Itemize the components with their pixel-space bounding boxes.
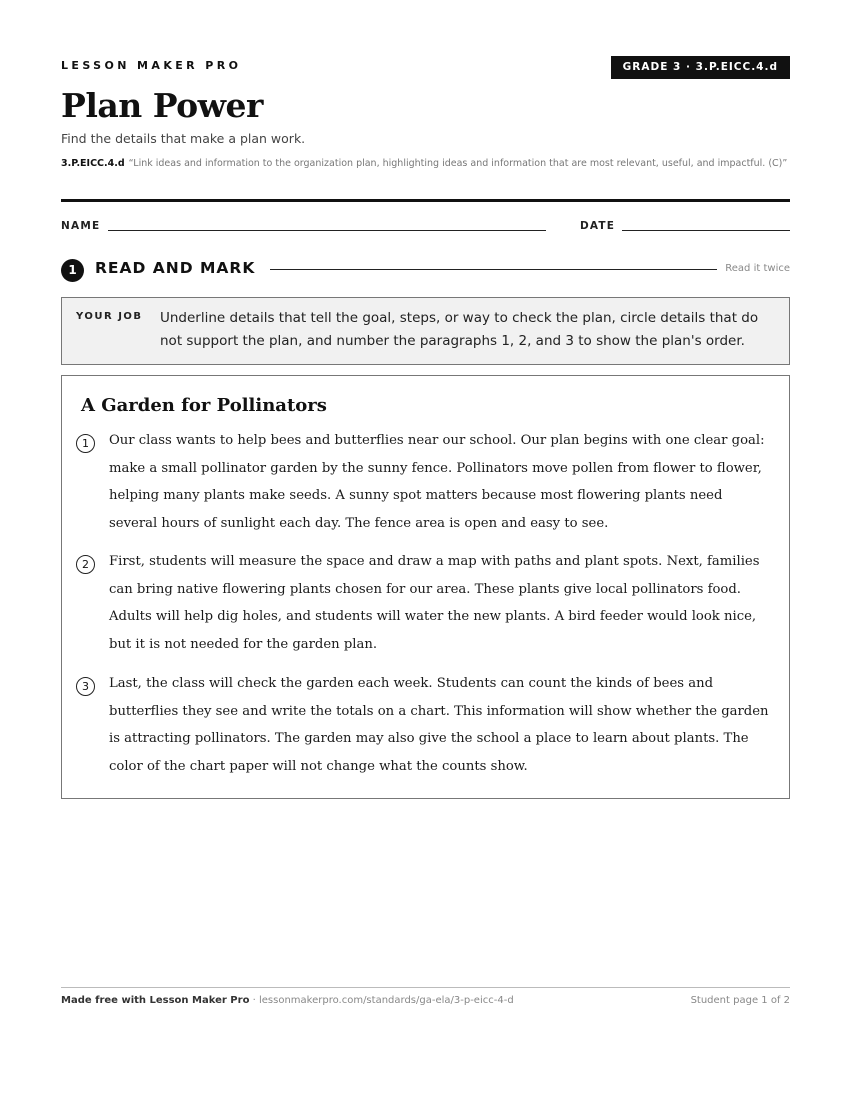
your-job-box	[61, 297, 790, 365]
student-fields	[61, 220, 790, 236]
section-rule	[270, 269, 717, 270]
standard-text: “Link ideas and information to the organization plan, highlighting ideas and information that are most relevant, useful, and impactful. (C)”	[128, 158, 788, 169]
top-bar	[61, 56, 790, 80]
grade-badge: GRADE 3 · 3.P.EICC.4.d	[611, 56, 790, 79]
passage-box	[61, 375, 790, 799]
paragraph-text[interactable]: Our class wants to help bees and butterflies near our school. Our plan begins with one clear goal: make a small pollinator garden by the sunny fence. Pollinators move pollen from flower to flower, helping many plants make seeds. A sunny spot matters because most flowering plants need several hours of sunlight each day. The fence area is open and easy to see.	[109, 433, 765, 531]
your-job-label: YOUR JOB	[76, 311, 143, 322]
paragraph-number-circle: 1	[76, 434, 95, 453]
footer-made-with: Made free with Lesson Maker Pro	[61, 995, 250, 1006]
paragraph-number-circle: 2	[76, 555, 95, 574]
brand-name: LESSON MAKER PRO	[61, 59, 242, 72]
date-label: DATE	[580, 220, 616, 232]
paragraph-text[interactable]: Last, the class will check the garden each week. Students can count the kinds of bees and butterflies they see and write the totals on a chart. This information will show whether the garden is attracting pollinators. The garden may also give the school a place to learn about plants. The color of the chart paper will not change what the counts show.	[109, 676, 769, 774]
paragraph-number-circle: 3	[76, 677, 95, 696]
passage-title: A Garden for Pollinators	[81, 395, 327, 416]
footer-url[interactable]: · lessonmakerpro.com/standards/ga-ela/3-p-eicc-4-d	[249, 995, 514, 1006]
your-job-instructions: Underline details that tell the goal, steps, or way to check the plan, circle details that do not support the plan, and number the paragraphs 1, 2, and 3 to show the plan's order.	[160, 310, 759, 349]
standard-description	[61, 156, 790, 172]
name-field[interactable]	[108, 230, 546, 231]
name-label: NAME	[61, 220, 101, 232]
footer-page-number: Student page 1 of 2	[690, 995, 790, 1006]
footer-credit	[61, 995, 514, 1006]
section-title: READ AND MARK	[95, 259, 256, 277]
standard-code: 3.P.EICC.4.d	[61, 158, 125, 169]
date-field[interactable]	[622, 230, 790, 231]
section-header	[61, 257, 790, 283]
paragraph-text[interactable]: First, students will measure the space and draw a map with paths and plant spots. Next, families can bring native flowering plants chosen for our area. These plants give local pollinators food. Adults will help dig holes, and students will water the new plants. A bird feeder would look nice, but it is not needed for the garden plan.	[109, 554, 760, 652]
section-note: Read it twice	[725, 263, 790, 274]
page-subtitle: Find the details that make a plan work.	[61, 131, 306, 146]
footer-divider	[61, 987, 790, 988]
page-title: Plan Power	[61, 86, 263, 125]
section-number-badge: 1	[61, 259, 84, 282]
header-divider	[61, 199, 790, 202]
